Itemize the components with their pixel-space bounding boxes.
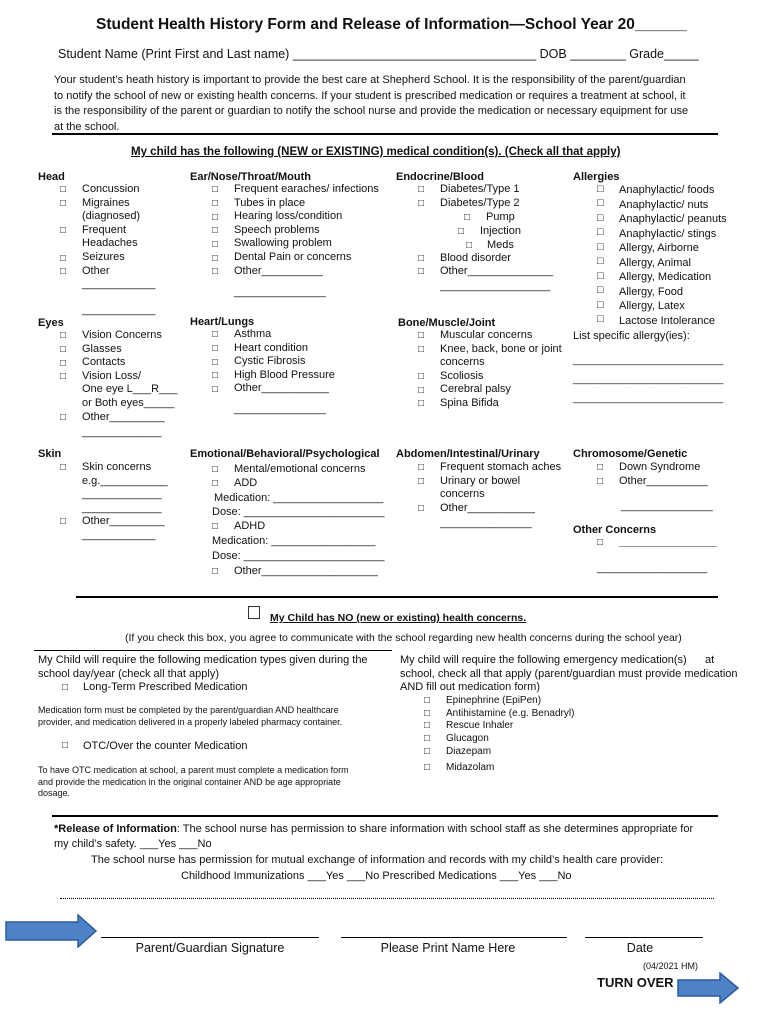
option-label: (diagnosed) bbox=[82, 210, 141, 223]
checkbox[interactable]: □ bbox=[212, 239, 219, 250]
option-label: Antihistamine (e.g. Benadryl) bbox=[446, 707, 575, 719]
checkbox[interactable]: □ bbox=[60, 462, 67, 473]
ent-items bbox=[234, 183, 379, 300]
checkbox[interactable]: □ bbox=[424, 745, 431, 757]
option-label: Cerebral palsy bbox=[440, 383, 511, 396]
checkbox[interactable]: □ bbox=[212, 478, 219, 489]
option-label: High Blood Pressure bbox=[234, 368, 335, 381]
bone-title: Bone/Muscle/Joint bbox=[398, 317, 496, 329]
text-line: My child will require the following emergency medication(s) at bbox=[400, 654, 715, 666]
head-items bbox=[82, 183, 155, 317]
checkbox[interactable]: □ bbox=[418, 476, 425, 487]
revision-note: (04/2021 HM) bbox=[643, 961, 699, 971]
option-label: concerns bbox=[440, 356, 485, 369]
exchange-line: The school nurse has permission for mutual exchange of information and records with my child’s health care provider: bbox=[91, 854, 664, 866]
option-label: Frequent earaches/ infections bbox=[234, 183, 379, 195]
release-text: : The school nurse has permission to share information with school staff as she determines appropriate for bbox=[176, 823, 694, 835]
checkbox[interactable]: □ bbox=[418, 385, 425, 396]
option-label: Other___________ bbox=[234, 382, 329, 395]
checkbox[interactable]: □ bbox=[458, 226, 465, 237]
chromosome-item: Down Syndrome bbox=[619, 461, 701, 473]
checkbox[interactable]: □ bbox=[464, 212, 471, 223]
release-label: *Release of Information bbox=[54, 823, 177, 835]
option-label: Vision Loss/ bbox=[82, 369, 142, 382]
option-label: Swallowing problem bbox=[234, 237, 332, 250]
checkbox[interactable]: □ bbox=[424, 733, 431, 745]
skin-title: Skin bbox=[38, 448, 62, 460]
checkbox[interactable]: □ bbox=[597, 269, 604, 282]
medication-intro bbox=[38, 654, 368, 681]
signature-line[interactable] bbox=[101, 937, 319, 938]
dose-blank[interactable]: Dose: _______________________ bbox=[212, 550, 385, 562]
option-label: Allergy, Latex bbox=[619, 300, 685, 312]
abdomen-title: Abdomen/Intestinal/Urinary bbox=[396, 448, 540, 460]
otc-note bbox=[38, 765, 349, 800]
blank-line[interactable]: ____________ bbox=[82, 278, 156, 291]
blank-line[interactable]: __________________ bbox=[440, 280, 551, 292]
bone-items bbox=[440, 329, 562, 411]
checkbox[interactable]: □ bbox=[597, 298, 604, 311]
medication-blank[interactable]: Medication: _________________ bbox=[212, 535, 376, 547]
chromosome-item: Other__________ bbox=[619, 475, 708, 487]
divider bbox=[52, 133, 718, 135]
checkbox[interactable]: □ bbox=[597, 255, 604, 268]
other-concerns-title: Other Concerns bbox=[573, 524, 657, 536]
checkbox[interactable]: □ bbox=[597, 211, 604, 224]
option-label: Epinephrine (EpiPen) bbox=[446, 695, 542, 706]
checkbox[interactable]: □ bbox=[424, 720, 431, 732]
checkbox[interactable]: □ bbox=[60, 225, 67, 236]
arrow-right-icon bbox=[676, 972, 740, 1004]
text-line: school day/year (check all that apply) bbox=[38, 667, 219, 680]
checkbox[interactable]: □ bbox=[62, 740, 69, 751]
emergency-items bbox=[446, 695, 574, 774]
checkbox[interactable]: □ bbox=[212, 184, 219, 195]
heart-title: Heart/Lungs bbox=[190, 316, 255, 328]
emotional-item: ADD bbox=[234, 477, 258, 489]
checkbox[interactable]: □ bbox=[212, 198, 219, 209]
checkbox[interactable]: □ bbox=[212, 212, 219, 223]
checkbox[interactable]: □ bbox=[424, 695, 431, 706]
text-line: and provide the medication in the original container AND be age appropriate bbox=[38, 776, 341, 787]
checkbox[interactable]: □ bbox=[60, 358, 67, 369]
checkbox[interactable]: □ bbox=[60, 330, 67, 341]
option-label: Rescue Inhaler bbox=[446, 720, 514, 732]
allergy-items bbox=[619, 183, 727, 328]
option-label: Frequent bbox=[82, 223, 127, 236]
checkbox[interactable]: □ bbox=[597, 240, 604, 253]
option-label: Contacts bbox=[82, 356, 126, 369]
checkbox[interactable]: □ bbox=[212, 370, 219, 381]
text-line: school, check all that apply (parent/guardian must provide medication bbox=[400, 667, 738, 680]
option-label: Spina Bifida bbox=[440, 396, 499, 409]
date-line[interactable] bbox=[585, 937, 703, 938]
print-name-label: Please Print Name Here bbox=[380, 941, 516, 955]
option-label: Glasses bbox=[82, 342, 122, 355]
option-label: Allergy, Medication bbox=[619, 271, 712, 283]
option-label: Other_________ bbox=[82, 515, 165, 528]
allergy-list-label: List specific allergy(ies): bbox=[573, 330, 690, 342]
no-concerns-note: (If you check this box, you agree to communicate with the school regarding new health concerns during the school year) bbox=[125, 632, 682, 644]
checkbox[interactable]: □ bbox=[418, 330, 425, 341]
option-label: Heart condition bbox=[234, 341, 308, 354]
emergency-checkboxes bbox=[424, 695, 430, 774]
blank-line[interactable]: ___________________________ bbox=[573, 393, 724, 404]
endocrine-item: Diabetes/Type 1 bbox=[440, 183, 520, 195]
option-label: Urinary or bowel bbox=[440, 474, 521, 487]
blank-line[interactable]: ____________ bbox=[82, 303, 156, 316]
checkbox[interactable]: □ bbox=[418, 503, 425, 514]
option-label: Anaphylactic/ stings bbox=[619, 227, 717, 240]
intro-line: at the school. bbox=[54, 120, 120, 133]
option-label: Other_________ bbox=[82, 410, 165, 423]
option-label: Seizures bbox=[82, 250, 125, 263]
option-label: concerns bbox=[440, 488, 485, 501]
text-line: provider, and medication delivered in a properly labeled pharmacy container. bbox=[38, 716, 343, 727]
text-line: Medication form must be completed by the parent/guardian AND healthcare bbox=[38, 705, 339, 715]
checkbox[interactable]: □ bbox=[424, 761, 431, 773]
checkbox[interactable]: □ bbox=[60, 412, 67, 423]
long-term-label: Long-Term Prescribed Medication bbox=[83, 681, 248, 693]
allergies-title: Allergies bbox=[573, 171, 620, 183]
emotional-item: Other___________________ bbox=[234, 565, 378, 577]
option-label: Anaphylactic/ nuts bbox=[619, 198, 709, 211]
checkbox[interactable]: □ bbox=[212, 253, 219, 264]
option-label: Allergy, Airborne bbox=[619, 242, 699, 254]
option-label: Cystic Fibrosis bbox=[234, 355, 306, 368]
blank-line[interactable]: ___________________________ bbox=[573, 355, 724, 366]
option-label: Hearing loss/condition bbox=[234, 210, 343, 223]
endocrine-item: Blood disorder bbox=[440, 252, 511, 264]
endocrine-item: Injection bbox=[480, 225, 521, 237]
checkbox[interactable]: □ bbox=[418, 198, 425, 209]
blank-line[interactable]: _____________ bbox=[82, 426, 162, 439]
option-label: Dental Pain or concerns bbox=[234, 250, 352, 263]
release-paragraph bbox=[54, 822, 693, 852]
blank-line[interactable]: ________________ bbox=[619, 536, 717, 548]
option-label: Other bbox=[82, 264, 110, 277]
checkbox[interactable]: □ bbox=[60, 198, 67, 209]
name-line[interactable] bbox=[341, 937, 567, 938]
abdomen-items bbox=[440, 461, 561, 531]
checkbox[interactable]: □ bbox=[212, 566, 219, 577]
option-label: Vision Concerns bbox=[82, 329, 162, 341]
option-label: or Both eyes_____ bbox=[82, 396, 175, 409]
checkbox[interactable]: □ bbox=[597, 462, 604, 473]
dose-blank[interactable]: Dose: _______________________ bbox=[212, 506, 385, 518]
checkbox[interactable]: □ bbox=[597, 197, 604, 210]
checkbox[interactable]: □ bbox=[597, 476, 604, 487]
divider bbox=[76, 596, 718, 598]
option-label: Headaches bbox=[82, 237, 138, 250]
option-label: Muscular concerns bbox=[440, 329, 533, 341]
checkbox[interactable]: □ bbox=[597, 226, 604, 239]
option-label: Lactose Intolerance bbox=[619, 314, 716, 327]
endocrine-item: Pump bbox=[486, 211, 515, 223]
head-title: Head bbox=[38, 171, 65, 183]
option-label: Allergy, Animal bbox=[619, 256, 691, 269]
intro-line: Your student’s heath history is important to provide the best care at Shepherd School. It is the responsibility of the parent/guardian bbox=[54, 74, 686, 86]
checkbox[interactable]: □ bbox=[418, 253, 425, 264]
signature-label: Parent/Guardian Signature bbox=[135, 941, 285, 955]
option-label: Concussion bbox=[82, 183, 140, 195]
no-concerns-label: My Child has NO (new or existing) health concerns. bbox=[270, 612, 527, 624]
checkbox[interactable]: □ bbox=[212, 384, 219, 395]
option-label: Midazolam bbox=[446, 761, 495, 773]
ent-title: Ear/Nose/Throat/Mouth bbox=[190, 171, 312, 183]
checkbox[interactable]: □ bbox=[212, 266, 219, 277]
text-line: dosage. bbox=[38, 788, 71, 798]
checkbox[interactable]: □ bbox=[418, 371, 425, 382]
student-info-line[interactable]: Student Name (Print First and Last name) ___________________________________ DOB ________ Grade_____ bbox=[58, 47, 699, 61]
text-line: To have OTC medication at school, a parent must complete a medication form bbox=[38, 765, 349, 775]
blank-line[interactable]: _______________ bbox=[234, 402, 326, 415]
blank-line[interactable]: ____________ bbox=[82, 528, 156, 541]
blank-line[interactable]: _______________ bbox=[234, 286, 326, 299]
divider bbox=[34, 650, 392, 651]
option-label: Knee, back, bone or joint bbox=[440, 342, 562, 355]
option-label: Anaphylactic/ peanuts bbox=[619, 213, 727, 225]
checkbox[interactable]: □ bbox=[60, 253, 67, 264]
divider bbox=[60, 898, 714, 899]
checkbox[interactable]: □ bbox=[597, 284, 604, 297]
intro-paragraph bbox=[54, 73, 688, 135]
heart-items bbox=[234, 328, 335, 417]
blank-line[interactable]: _______________ bbox=[440, 517, 532, 530]
option-label: Scoliosis bbox=[440, 369, 484, 382]
checkbox[interactable]: □ bbox=[60, 184, 67, 195]
checkbox[interactable]: □ bbox=[597, 537, 604, 548]
long-term-note bbox=[38, 705, 342, 728]
intro-line: is the responsibility of the parent or guardian to notify the school nurse and provide the medication or necessary equipment for use bbox=[54, 105, 689, 117]
checkbox[interactable]: □ bbox=[418, 266, 425, 277]
option-label: Tubes in place bbox=[234, 196, 306, 209]
eyes-title: Eyes bbox=[38, 317, 64, 329]
option-label: Asthma bbox=[234, 328, 272, 340]
option-label: Diazepam bbox=[446, 745, 492, 757]
option-label: Frequent stomach aches bbox=[440, 461, 562, 473]
otc-label: OTC/Over the counter Medication bbox=[83, 740, 248, 752]
text-line: AND fill out medication form) bbox=[400, 681, 540, 693]
blank-line[interactable]: _____________ bbox=[82, 488, 162, 501]
endocrine-title: Endocrine/Blood bbox=[396, 171, 484, 183]
blank-line[interactable]: ___________________________ bbox=[573, 374, 724, 385]
emotional-title: Emotional/Behavioral/Psychological bbox=[190, 448, 380, 460]
checkbox[interactable]: □ bbox=[60, 516, 67, 527]
eyes-items bbox=[82, 329, 177, 440]
checkbox[interactable]: □ bbox=[212, 343, 219, 354]
checkbox[interactable]: □ bbox=[62, 682, 69, 693]
allergy-checkboxes bbox=[597, 183, 604, 327]
divider bbox=[52, 815, 718, 817]
endocrine-item: Diabetes/Type 2 bbox=[440, 197, 520, 209]
endocrine-item: Other______________ bbox=[440, 265, 554, 277]
checkbox[interactable]: □ bbox=[418, 398, 425, 409]
checkbox[interactable]: □ bbox=[60, 371, 67, 382]
option-label: One eye L___R___ bbox=[82, 383, 178, 396]
conditions-heading: My child has the following (NEW or EXISTING) medical condition(s). (Check all that apply) bbox=[131, 146, 621, 158]
checkbox[interactable]: □ bbox=[60, 344, 67, 355]
blank-line[interactable]: e.g.___________ bbox=[82, 474, 168, 487]
arrow-right-icon bbox=[4, 914, 98, 948]
checkbox[interactable]: □ bbox=[597, 313, 604, 326]
date-label: Date bbox=[626, 941, 654, 955]
option-label: Other___________ bbox=[440, 501, 535, 514]
blank-line[interactable]: __________________ bbox=[597, 562, 708, 574]
option-label: Skin concerns bbox=[82, 461, 152, 473]
medication-blank[interactable]: Medication: __________________ bbox=[214, 492, 384, 504]
emotional-item: Mental/emotional concerns bbox=[234, 463, 366, 475]
checkbox[interactable]: □ bbox=[212, 357, 219, 368]
option-label: Anaphylactic/ foods bbox=[619, 184, 715, 196]
option-label: Speech problems bbox=[234, 223, 320, 236]
checkbox[interactable]: □ bbox=[212, 521, 219, 532]
no-concerns-checkbox[interactable] bbox=[248, 606, 260, 619]
checkbox[interactable]: □ bbox=[418, 462, 425, 473]
checkbox[interactable]: □ bbox=[418, 344, 425, 355]
option-label: Other__________ bbox=[234, 264, 323, 277]
immunization-line[interactable]: Childhood Immunizations ___Yes ___No Prescribed Medications ___Yes ___No bbox=[181, 870, 572, 882]
checkbox[interactable]: □ bbox=[597, 183, 604, 195]
emotional-item: ADHD bbox=[234, 520, 266, 532]
checkbox[interactable]: □ bbox=[418, 184, 425, 195]
checkbox[interactable]: □ bbox=[212, 464, 219, 475]
turn-over-label: TURN OVER bbox=[597, 975, 674, 990]
emergency-intro bbox=[400, 654, 738, 695]
endocrine-item: Meds bbox=[487, 239, 514, 251]
checkbox[interactable]: □ bbox=[212, 329, 219, 340]
option-label: Allergy, Food bbox=[619, 285, 683, 298]
chromosome-title: Chromosome/Genetic bbox=[573, 448, 688, 460]
page-title: Student Health History Form and Release of Information—School Year 20______ bbox=[96, 16, 687, 33]
blank-line[interactable]: _____________ bbox=[82, 501, 162, 514]
checkbox[interactable]: □ bbox=[212, 225, 219, 236]
option-label: Migraines bbox=[82, 196, 130, 209]
checkbox[interactable]: □ bbox=[60, 266, 67, 277]
text-line: My Child will require the following medication types given during the bbox=[38, 654, 368, 666]
release-consent-line[interactable]: my child’s safety. ___Yes ___No bbox=[54, 838, 212, 850]
skin-items bbox=[82, 461, 168, 543]
intro-line: to notify the school of new or existing health concerns. If your student is prescribed medication or requires a treatment at school, it bbox=[54, 89, 686, 102]
checkbox[interactable]: □ bbox=[424, 707, 431, 719]
option-label: Glucagon bbox=[446, 733, 489, 745]
checkbox[interactable]: □ bbox=[466, 240, 473, 251]
blank-line[interactable]: _______________ bbox=[621, 500, 713, 512]
